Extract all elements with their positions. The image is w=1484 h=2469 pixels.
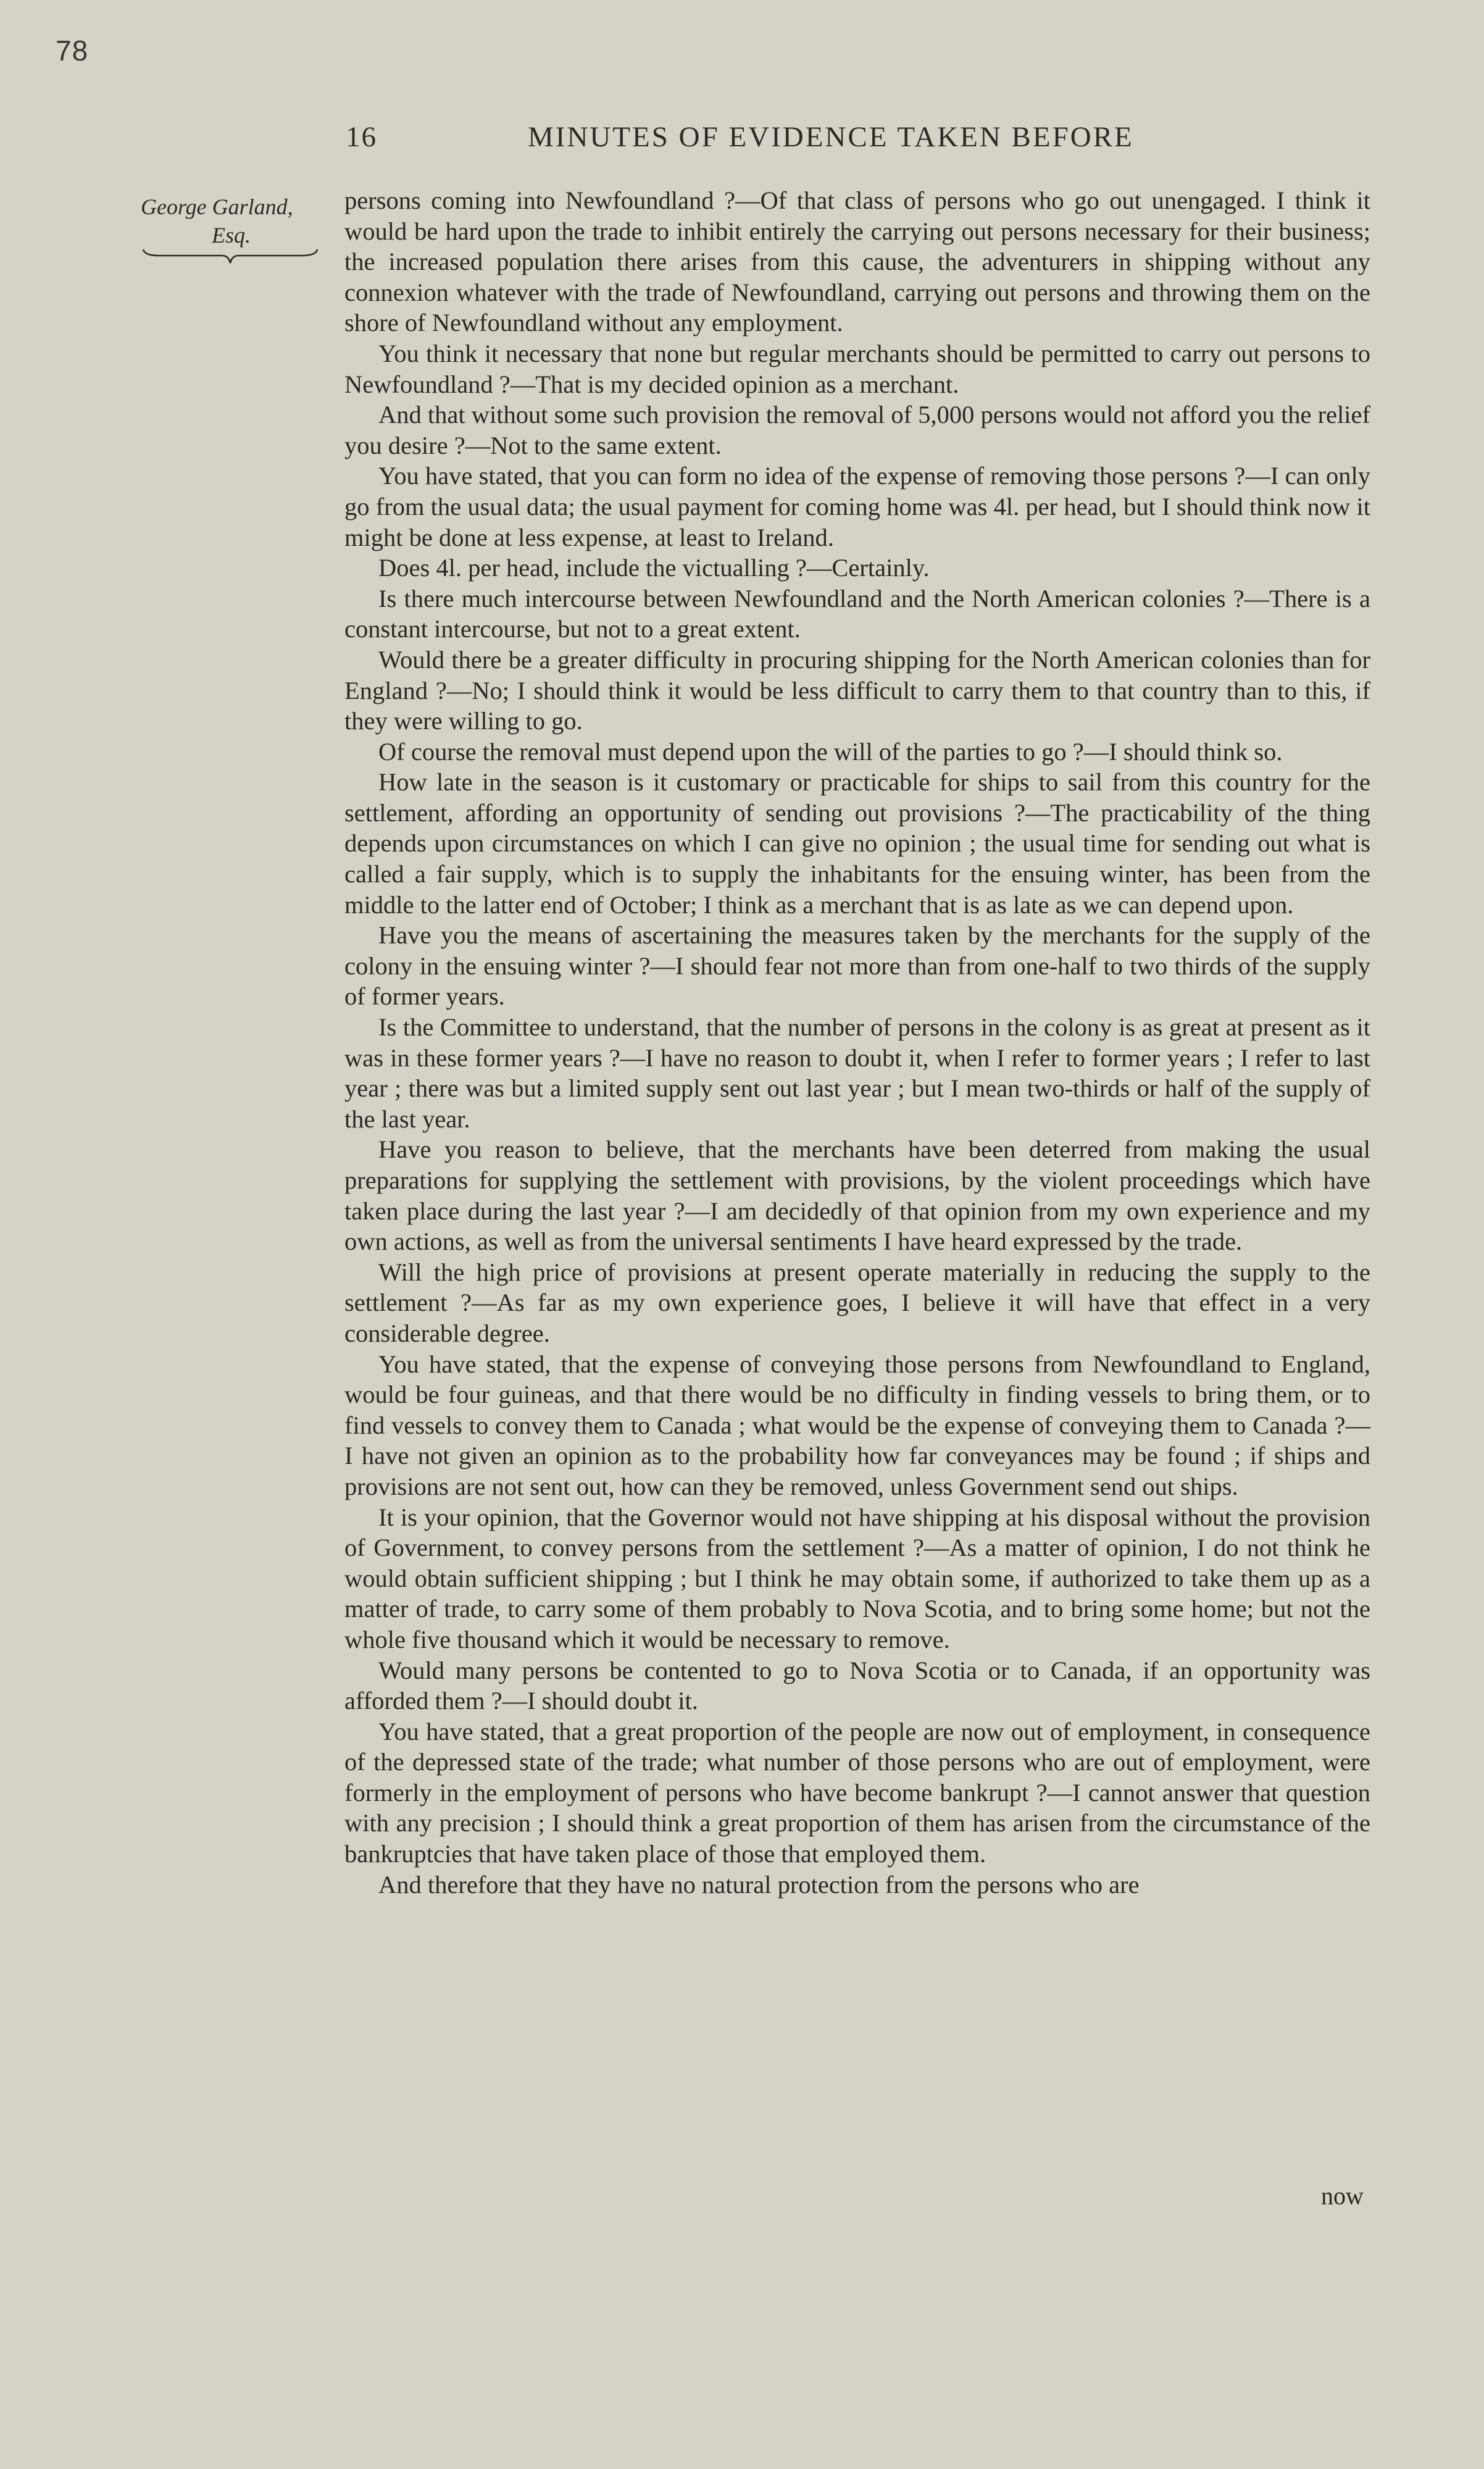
paragraph: It is your opinion, that the Governor would not have shipping at his disposal without the provision of Government, to convey persons from the settlement ?—As a matter of opinion, I do not think he would obtain sufficient shipping ; but I think he may obtain some, if authorized to take them up as a matter of trade, to carry some of them probably to Nova Scotia, and to bring some home; but not the whole five thousand which it would be necessary to remove.: [344, 1503, 1370, 1653]
body-text: [344, 185, 1370, 1900]
paragraph: Would there be a greater difficulty in procuring shipping for the North American colonies than for England ?—No; I should think it would be less difficult to carry them to that country than to this, if they were willing to go.: [344, 645, 1370, 735]
paragraph: Is the Committee to understand, that the number of persons in the colony is as great at present as it was in these former years ?—I have no reason to doubt it, when I refer to former years ; I refer to last year ; there was but a limited supply sent out last year ; but I mean two-thirds or half of the supply of the last year.: [344, 1013, 1370, 1133]
paragraph: You have stated, that the expense of conveying those persons from Newfoundland to England, would be four guineas, and that there would be no difficulty in finding vessels to bring them, or to find vessels to convey them to Canada ; what would be the expense of conveying them to Canada ?—I have not given an opinion as to the probability how far conveyances may be found ; if ships and provisions are not sent out, how can they be removed, unless Government send out ships.: [344, 1350, 1370, 1500]
paragraph: Have you reason to believe, that the merchants have been deterred from making the usual preparations for supplying the settlement with provisions, by the violent proceedings which have taken place during the last year ?—I am decidedly of that opinion from my own experience and my own actions, as well as from the universal sentiments I have heard expressed by the trade.: [344, 1135, 1370, 1256]
margin-note-name: George Garland,: [141, 194, 293, 219]
paragraph: persons coming into Newfoundland ?—Of that class of persons who go out unengaged. I think it would be hard upon the trade to inhibit entirely the carrying out persons necessary for their business; the increased population there arises from this cause, the adventurers in shipping without any connexion whatever with the trade of Newfoundland, carrying out persons and throwing them on the shore of Newfoundland without any employment.: [344, 186, 1370, 337]
brace-icon: [141, 247, 320, 265]
paragraph: And therefore that they have no natural protection from the persons who are: [378, 1870, 1140, 1899]
paragraph: You think it necessary that none but regular merchants should be permitted to carry out persons to Newfoundland ?—That is my decided opinion as a merchant.: [344, 339, 1370, 398]
page-header: [346, 120, 1198, 164]
running-head: MINUTES OF EVIDENCE TAKEN BEFORE: [528, 121, 1134, 153]
paragraph: Of course the removal must depend upon the will of the parties to go ?—I should think so.: [378, 737, 1283, 766]
page-number: 16: [346, 121, 377, 153]
margin-note-title: Esq.: [212, 223, 251, 248]
margin-note: [141, 193, 326, 265]
catchword: now: [1321, 2182, 1364, 2210]
folio-number: 78: [56, 35, 89, 67]
paragraph: Is there much intercourse between Newfoundland and the North American colonies ?—There is a constant intercourse, but not to a great extent.: [344, 584, 1370, 643]
paragraph: How late in the season is it customary or practicable for ships to sail from this country for the settlement, affording an opportunity of sending out provisions ?—The practicability of the thing depends upon circumstances on which I can give no opinion ; the usual time for sending out what is called a fair supply, which is to supply the inhabitants for the ensuing winter, has been from the middle to the latter end of October; I think as a merchant that is as late as we can depend upon.: [344, 768, 1370, 919]
paragraph: You have stated, that a great proportion of the people are now out of employment, in consequence of the depressed state of the trade; what number of those persons who are out of employment, were formerly in the employment of persons who have become bankrupt ?—I cannot answer that question with any precision ; I should think a great proportion of them has arisen from the circumstance of the bankruptcies that have taken place of those that employed them.: [344, 1717, 1370, 1868]
paragraph: Would many persons be contented to go to Nova Scotia or to Canada, if an opportunity was afforded them ?—I should doubt it.: [344, 1656, 1370, 1715]
paragraph: And that without some such provision the removal of 5,000 persons would not afford you the relief you desire ?—Not to the same extent.: [344, 401, 1370, 459]
paragraph: You have stated, that you can form no idea of the expense of removing those persons ?—I can only go from the usual data; the usual payment for coming home was 4l. per head, but I should think now it might be done at less expense, at least to Ireland.: [344, 462, 1370, 551]
paragraph: Will the high price of provisions at present operate materially in reducing the supply to the settlement ?—As far as my own experience goes, I believe it will have that effect in a very considerable degree.: [344, 1258, 1370, 1347]
paragraph: Does 4l. per head, include the victualling ?—Certainly.: [378, 554, 930, 582]
paragraph: Have you the means of ascertaining the measures taken by the merchants for the supply of the colony in the ensuing winter ?—I should fear not more than from one-half to two thirds of the supply of former years.: [344, 921, 1370, 1011]
